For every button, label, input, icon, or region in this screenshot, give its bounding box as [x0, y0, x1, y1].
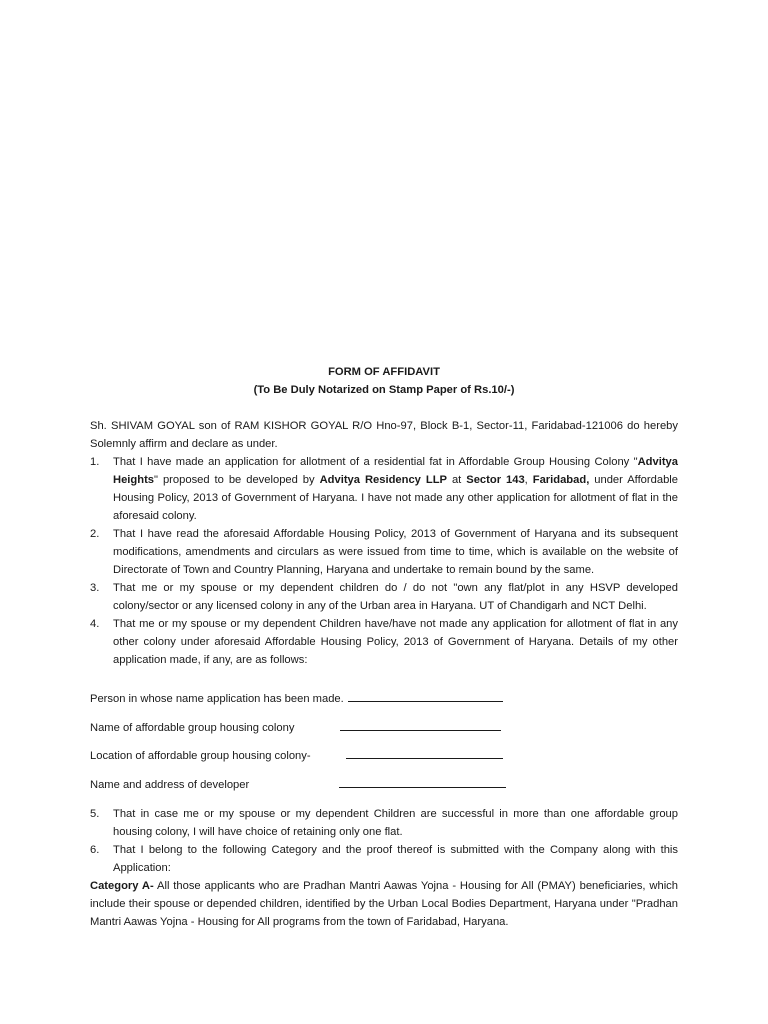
field-colony-location	[90, 746, 678, 764]
field-label: Name of affordable group housing colony	[90, 721, 295, 734]
item-text: That I have made an application for allotment of a residential fat in Affordable Group Housing Colony "	[113, 456, 638, 468]
blank-line[interactable]	[340, 718, 501, 731]
item-text: That I have read the aforesaid Affordable Housing Policy, 2013 of Government of Haryana and its subsequent modifications, amendments and circulars as were issued from time to time, which is available on the website of Directorate of Town and Country Planning, Haryana and undertake to remain bound by the same.	[113, 528, 678, 576]
form-subtitle: (To Be Duly Notarized on Stamp Paper of Rs.10/-)	[253, 384, 515, 396]
list-item-3	[90, 579, 678, 615]
item-text: That in case me or my spouse or my dependent Children are successful in more than one affordable group housing colony, I will have choice of retaining only one flat.	[113, 808, 678, 838]
list-item-4	[90, 615, 678, 669]
affidavit-content	[90, 363, 678, 931]
field-colony-name	[90, 718, 678, 736]
form-title: FORM OF AFFIDAVIT	[328, 366, 440, 378]
item-text: That me or my spouse or my dependent children do / do not "own any flat/plot in any HSVP developed colony/sector or any licensed colony in any of the Urban area in Haryana. UT of Chandigarh and NCT Delhi.	[113, 582, 678, 612]
declaration-list	[90, 453, 678, 669]
item-text: " proposed to be developed by	[154, 474, 320, 486]
field-label: Person in whose name application has been made.	[90, 693, 344, 705]
item-number: 2.	[90, 528, 100, 540]
item-number: 6.	[90, 844, 100, 856]
blank-line[interactable]	[339, 775, 506, 788]
blank-line[interactable]	[346, 746, 503, 759]
declaration-list-continued	[90, 805, 678, 877]
list-item-2	[90, 525, 678, 579]
blank-line[interactable]	[348, 689, 503, 702]
city-name: Faridabad,	[532, 474, 590, 486]
item-text: ,	[524, 474, 533, 486]
list-item-6	[90, 841, 678, 877]
developer-name: Advitya Residency LLP	[319, 474, 447, 486]
item-number: 5.	[90, 808, 100, 820]
item-text: That me or my spouse or my dependent Children have/have not made any application for allotment of flat in any other colony under aforesaid Affordable Housing Policy, 2013 of Government of Haryana. Details of my other application made, if any, are as follows:	[113, 618, 678, 666]
item-number: 4.	[90, 618, 100, 630]
item-number: 1.	[90, 456, 100, 468]
category-a-paragraph	[90, 877, 678, 931]
colony-name: Advitya Heights	[113, 456, 678, 486]
intro-paragraph: Sh. SHIVAM GOYAL son of RAM KISHOR GOYAL R/O Hno-97, Block B-1, Sector-11, Faridabad-121006 do hereby Solemnly affirm and declare as under.	[90, 420, 678, 450]
item-number: 3.	[90, 582, 100, 594]
list-item-5	[90, 805, 678, 841]
field-applicant-name	[90, 689, 678, 707]
item-text: under Affordable Housing Policy, 2013 of Government of Haryana. I have not made any other application for allotment of flat in the aforesaid colony.	[113, 474, 679, 522]
item-text: That I belong to the following Category and the proof thereof is submitted with the Company along with this Application:	[113, 844, 678, 874]
field-developer	[90, 775, 678, 793]
category-text: All those applicants who are Pradhan Mantri Aawas Yojna - Housing for All (PMAY) beneficiaries, which include their spouse or depended children, identified by the Urban Local Bodies Department, Haryana under "Pradhan Mantri Aawas Yojna - Housing for All programs from the town of Faridabad, Haryana.	[90, 880, 678, 928]
item-text: at	[447, 474, 467, 486]
category-label: Category A-	[90, 880, 154, 892]
field-label: Location of affordable group housing colony-	[90, 750, 311, 762]
list-item-1	[90, 453, 678, 525]
field-label: Name and address of developer	[90, 778, 250, 791]
sector-name: Sector 143	[466, 474, 525, 486]
